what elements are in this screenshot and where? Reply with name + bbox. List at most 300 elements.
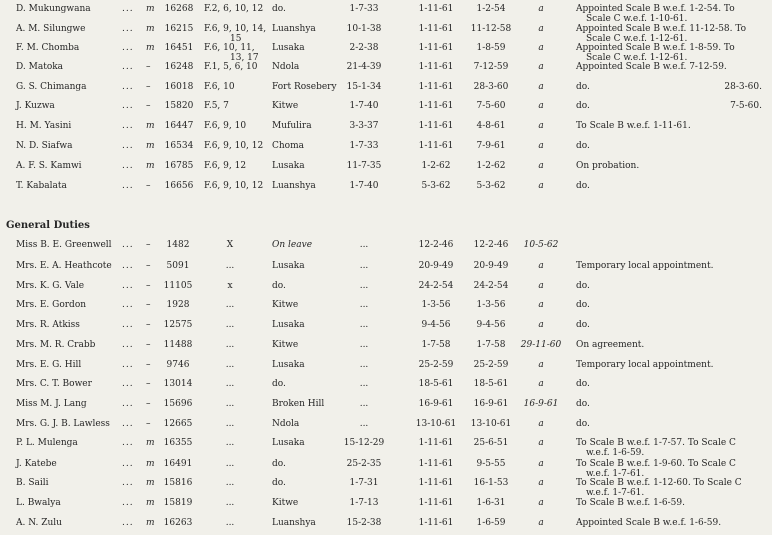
confirmation: a	[538, 300, 544, 310]
remarks	[576, 62, 768, 73]
sex-marker: –	[146, 379, 151, 389]
grade: ...	[225, 360, 235, 370]
sex-marker: m	[146, 478, 155, 488]
leader-dots: ...	[122, 141, 134, 151]
remarks	[576, 360, 768, 371]
remarks-line-1: To Scale B w.e.f. 1-7-57. To Scale C	[576, 438, 736, 448]
grade: ...	[225, 399, 235, 409]
service-number: 16215	[164, 24, 194, 34]
remarks	[576, 161, 768, 172]
grade: ...	[225, 419, 235, 429]
confirmation: a	[538, 438, 544, 448]
grade	[204, 43, 259, 63]
leader-dots: ...	[122, 161, 134, 171]
service-number: 11488	[163, 340, 193, 350]
remarks-line-1: do.	[576, 300, 590, 310]
leader-dots: ...	[122, 261, 134, 271]
date-born: ...	[359, 320, 369, 330]
remarks	[576, 43, 768, 63]
station: Broken Hill	[272, 399, 325, 409]
date-born: 15-1-34	[346, 82, 382, 92]
table-row	[0, 141, 772, 154]
sex-marker: m	[146, 438, 155, 448]
date-born: ...	[359, 340, 369, 350]
date-present-post: 4-8-61	[476, 121, 506, 131]
remarks-line-1: Temporary local appointment.	[576, 360, 714, 370]
date-appointed: 1-11-61	[418, 121, 454, 131]
date-present-post: 18-5-61	[473, 379, 509, 389]
officer-name: J. Kuzwa	[16, 101, 55, 111]
date-born: ...	[359, 300, 369, 310]
grade: ...	[225, 379, 235, 389]
date-present-post: 28-3-60	[473, 82, 509, 92]
confirmation: a	[538, 4, 544, 14]
officer-name: T. Kabalata	[16, 181, 67, 191]
grade-line-1: F.6, 10	[204, 82, 235, 92]
remarks	[576, 498, 768, 509]
officer-name: D. Mukungwana	[16, 4, 91, 14]
confirmation: a	[538, 62, 544, 72]
table-row	[0, 24, 772, 44]
date-born: 3-3-37	[349, 121, 379, 131]
leader-dots: ...	[122, 399, 134, 409]
leader-dots: ...	[122, 360, 134, 370]
officer-name: Mrs. M. R. Crabb	[16, 340, 96, 350]
grade: X	[226, 240, 234, 250]
date-present-post: 7-5-60	[476, 101, 506, 111]
grade: ...	[225, 459, 235, 469]
date-present-post: 7-12-59	[473, 62, 509, 72]
remarks-line-1: To Scale B w.e.f. 1-11-61.	[576, 121, 691, 131]
station: Lusaka	[272, 261, 305, 271]
date-appointed: 1-11-61	[418, 478, 454, 488]
confirmation: a	[538, 478, 544, 488]
date-present-post: 1-2-62	[476, 161, 506, 171]
remarks	[576, 101, 768, 112]
leader-dots: ...	[122, 459, 134, 469]
table-row	[0, 340, 772, 353]
remarks-line-1: do.	[576, 141, 590, 151]
station: do.	[272, 459, 286, 469]
grade: ...	[225, 261, 235, 271]
date-present-post: 1-7-58	[476, 340, 506, 350]
date-appointed: 1-11-61	[418, 518, 454, 528]
station: Lusaka	[272, 320, 305, 330]
remarks-line-1: do.	[576, 419, 590, 429]
date-appointed: 1-11-61	[418, 101, 454, 111]
date-appointed: 16-9-61	[418, 399, 454, 409]
remarks-line-1: do.	[576, 320, 590, 330]
service-number: 15816	[163, 478, 193, 488]
grade	[204, 181, 263, 192]
remarks-line-1: Temporary local appointment.	[576, 261, 714, 271]
remarks-line-2: w.e.f. 1-7-61.	[586, 469, 645, 479]
date-present-post: 5-3-62	[476, 181, 506, 191]
sex-marker: –	[146, 300, 151, 310]
sex-marker: m	[146, 24, 155, 34]
confirmation: a	[538, 459, 544, 469]
sex-marker: m	[146, 459, 155, 469]
remarks	[576, 121, 768, 132]
table-row	[0, 261, 772, 274]
confirmation: a	[538, 141, 544, 151]
sex-marker: –	[146, 240, 151, 250]
service-number: 12575	[163, 320, 193, 330]
sex-marker: –	[146, 281, 151, 291]
remarks	[576, 281, 768, 292]
date-born: ...	[359, 240, 369, 250]
sex-marker: –	[146, 181, 151, 191]
date-present-post: 20-9-49	[473, 261, 509, 271]
date-born: 15-2-38	[346, 518, 382, 528]
station: Luanshya	[272, 518, 316, 528]
table-row	[0, 379, 772, 392]
table-row	[0, 360, 772, 373]
sex-marker: –	[146, 82, 151, 92]
station: Choma	[272, 141, 305, 151]
date-appointed: 1-11-61	[418, 498, 454, 508]
table-row	[0, 478, 772, 498]
table-row	[0, 82, 772, 95]
remarks	[576, 24, 768, 44]
remarks	[576, 399, 768, 410]
leader-dots: ...	[122, 518, 134, 528]
remarks-line-1: do.	[576, 82, 590, 92]
date-appointed: 1-3-56	[421, 300, 451, 310]
leader-dots: ...	[122, 340, 134, 350]
station: Lusaka	[272, 438, 305, 448]
service-number: 16268	[164, 4, 194, 14]
date-appointed: 9-4-56	[421, 320, 451, 330]
service-number: 15696	[163, 399, 193, 409]
table-row	[0, 438, 772, 458]
remarks	[576, 518, 768, 529]
date-born: ...	[359, 281, 369, 291]
officer-name: A. M. Silungwe	[16, 24, 86, 34]
station: Kitwe	[272, 340, 299, 350]
date-appointed: 1-2-62	[421, 161, 451, 171]
service-number: 16785	[164, 161, 194, 171]
sex-marker: –	[146, 399, 151, 409]
leader-dots: ...	[122, 121, 134, 131]
station: Luanshya	[272, 24, 316, 34]
leader-dots: ...	[122, 498, 134, 508]
station: do.	[272, 4, 286, 14]
date-born: 1-7-40	[349, 101, 379, 111]
table-row	[0, 399, 772, 412]
station: Mufulira	[272, 121, 312, 131]
leader-dots: ...	[122, 419, 134, 429]
grade-line-2: 15	[230, 34, 242, 44]
leader-dots: ...	[122, 62, 134, 72]
remarks	[576, 181, 768, 192]
officer-name: Mrs. E. A. Heathcote	[16, 261, 112, 271]
table-row	[0, 498, 772, 511]
remarks-line-1: Appointed Scale B w.e.f. 1-6-59.	[576, 518, 722, 528]
grade-line-2: 13, 17	[230, 53, 259, 63]
leader-dots: ...	[122, 300, 134, 310]
confirmation: a	[538, 24, 544, 34]
officer-name: Miss B. E. Greenwell	[16, 240, 112, 250]
date-born: 15-12-29	[343, 438, 385, 448]
officer-name: F. M. Chomba	[16, 43, 80, 53]
remarks	[576, 379, 768, 390]
grade-line-1: F.6, 9, 10, 12	[204, 181, 264, 191]
service-number: 16263	[163, 518, 193, 528]
grade-line-1: F.1, 5, 6, 10	[204, 62, 258, 72]
date-present-post: 9-4-56	[476, 320, 506, 330]
date-born: 21-4-39	[346, 62, 382, 72]
grade-line-1: F.6, 9, 10, 14,	[204, 24, 267, 34]
remarks	[576, 300, 768, 311]
remarks-line-2: Scale C w.e.f. 1-12-61.	[586, 53, 688, 63]
officer-name: Mrs. K. G. Vale	[16, 281, 85, 291]
date-present-post: 16-9-61	[473, 399, 509, 409]
service-number: 16491	[163, 459, 193, 469]
service-number: 16018	[164, 82, 194, 92]
date-born: 25-2-35	[346, 459, 382, 469]
date-appointed: 1-11-61	[418, 24, 454, 34]
remarks	[576, 4, 768, 24]
officer-name: Miss M. J. Lang	[16, 399, 87, 409]
leader-dots: ...	[122, 379, 134, 389]
grade-line-1: F.2, 6, 10, 12	[204, 4, 264, 14]
date-born: ...	[359, 399, 369, 409]
date-present-post: 13-10-61	[470, 419, 512, 429]
date-born: 1-7-40	[349, 181, 379, 191]
confirmation: a	[538, 261, 544, 271]
station: Kitwe	[272, 300, 299, 310]
date-present-post: 7-9-61	[476, 141, 506, 151]
remarks-line-2: w.e.f. 1-7-61.	[586, 488, 645, 498]
leader-dots: ...	[122, 181, 134, 191]
date-appointed: 1-11-61	[418, 82, 454, 92]
officer-name: A. F. S. Kamwi	[16, 161, 82, 171]
remarks-line-1: Appointed Scale B w.e.f. 1-8-59. To	[576, 43, 735, 53]
grade: ...	[225, 438, 235, 448]
date-born: 10-1-38	[346, 24, 382, 34]
table-row	[0, 4, 772, 24]
date-appointed: 1-11-61	[418, 4, 454, 14]
officer-name: G. S. Chimanga	[16, 82, 87, 92]
remarks-line-2: Scale C w.e.f. 1-12-61.	[586, 34, 688, 44]
date-appointed: 13-10-61	[415, 419, 457, 429]
remarks	[576, 141, 768, 152]
table-row	[0, 181, 772, 194]
confirmation: a	[538, 101, 544, 111]
sex-marker: m	[146, 121, 155, 131]
table-row	[0, 518, 772, 531]
grade: ...	[225, 300, 235, 310]
date-born: 1-7-31	[349, 478, 379, 488]
confirmation: 16-9-61	[523, 399, 559, 409]
station: do.	[272, 281, 286, 291]
remarks-line-2: w.e.f. 1-6-59.	[586, 448, 645, 458]
service-number: 12665	[163, 419, 193, 429]
grade	[204, 101, 229, 112]
service-number: 16248	[164, 62, 194, 72]
service-number: 16656	[164, 181, 194, 191]
sex-marker: –	[146, 320, 151, 330]
table-row	[0, 62, 772, 75]
date-born: 2-2-38	[349, 43, 379, 53]
leader-dots: ...	[122, 101, 134, 111]
grade	[204, 24, 266, 44]
sex-marker: m	[146, 518, 155, 528]
grade	[204, 161, 246, 172]
date-appointed: 25-2-59	[418, 360, 454, 370]
section-heading: General Duties	[6, 220, 90, 231]
date-present-post: 11-12-58	[470, 24, 512, 34]
date-appointed: 1-7-58	[421, 340, 451, 350]
leader-dots: ...	[122, 43, 134, 53]
leader-dots: ...	[122, 4, 134, 14]
confirmation: a	[538, 360, 544, 370]
sex-marker: m	[146, 161, 155, 171]
officer-name: L. Bwalya	[16, 498, 61, 508]
service-number: 9746	[166, 360, 190, 370]
table-row	[0, 320, 772, 333]
remarks-line-1: do.	[576, 281, 590, 291]
confirmation: a	[538, 161, 544, 171]
date-present-post: 12-2-46	[473, 240, 509, 250]
grade: ...	[225, 498, 235, 508]
station: Ndola	[272, 419, 300, 429]
grade: x	[227, 281, 233, 291]
service-number: 11105	[163, 281, 193, 291]
remarks	[576, 340, 768, 351]
confirmation: a	[538, 121, 544, 131]
leader-dots: ...	[122, 240, 134, 250]
table-row	[0, 43, 772, 63]
officer-name: A. N. Zulu	[16, 518, 62, 528]
date-present-post: 25-2-59	[473, 360, 509, 370]
officer-name: H. M. Yasini	[16, 121, 72, 131]
date-appointed: 24-2-54	[418, 281, 454, 291]
remarks-line-1: do.	[576, 181, 590, 191]
remarks-line-1: On probation.	[576, 161, 640, 171]
confirmation: a	[538, 320, 544, 330]
grade	[204, 82, 235, 93]
officer-name: Mrs. R. Atkiss	[16, 320, 80, 330]
officer-name: D. Matoka	[16, 62, 64, 72]
service-number: 16447	[164, 121, 194, 131]
remarks-line-1: To Scale B w.e.f. 1-9-60. To Scale C	[576, 459, 736, 469]
table-row	[0, 300, 772, 313]
date-present-post: 1-3-56	[476, 300, 506, 310]
officer-name: N. D. Siafwa	[16, 141, 73, 151]
grade: ...	[225, 478, 235, 488]
sex-marker: m	[146, 4, 155, 14]
date-born: 1-7-33	[349, 4, 379, 14]
remarks-line-2: Scale C w.e.f. 1-10-61.	[586, 14, 688, 24]
grade-line-1: F.6, 9, 12	[204, 161, 247, 171]
leader-dots: ...	[122, 24, 134, 34]
confirmation: a	[538, 518, 544, 528]
sex-marker: m	[146, 498, 155, 508]
confirmation: a	[538, 498, 544, 508]
remarks-line-1: do.	[576, 379, 590, 389]
service-number: 15819	[163, 498, 193, 508]
date-present-post: 1-6-59	[476, 518, 506, 528]
date-appointed: 5-3-62	[421, 181, 451, 191]
date-born: ...	[359, 360, 369, 370]
date-appointed: 1-11-61	[418, 141, 454, 151]
sex-marker: –	[146, 62, 151, 72]
remarks	[576, 261, 768, 272]
date-present-post: 24-2-54	[473, 281, 509, 291]
date-born: ...	[359, 379, 369, 389]
confirmation: a	[538, 82, 544, 92]
confirmation: a	[538, 379, 544, 389]
remarks	[576, 478, 768, 498]
grade-line-1: F.5, 7	[204, 101, 229, 111]
sex-marker: m	[146, 141, 155, 151]
confirmation: a	[538, 281, 544, 291]
remarks-line-1: To Scale B w.e.f. 1-6-59.	[576, 498, 685, 508]
service-number: 1928	[166, 300, 190, 310]
date-born: ...	[359, 419, 369, 429]
leader-dots: ...	[122, 438, 134, 448]
leader-dots: ...	[122, 478, 134, 488]
officer-name: B. Saili	[16, 478, 49, 488]
date-present-post: 1-2-54	[476, 4, 506, 14]
table-row	[0, 121, 772, 134]
remarks	[576, 438, 768, 458]
remarks	[576, 320, 768, 331]
sex-marker: –	[146, 261, 151, 271]
station: On leave	[272, 240, 313, 250]
sex-marker: –	[146, 419, 151, 429]
officer-name: P. L. Mulenga	[16, 438, 78, 448]
date-present-post: 25-6-51	[473, 438, 509, 448]
grade	[204, 121, 246, 132]
service-number: 16534	[164, 141, 194, 151]
sex-marker: –	[146, 360, 151, 370]
station: do.	[272, 379, 286, 389]
station: Kitwe	[272, 498, 299, 508]
station: Fort Rosebery	[272, 82, 337, 92]
date-present-post: 1-8-59	[476, 43, 506, 53]
grade-line-1: F.6, 10, 11,	[204, 43, 255, 53]
date-born: 1-7-13	[349, 498, 379, 508]
table-row	[0, 161, 772, 174]
grade	[204, 4, 263, 15]
table-row	[0, 240, 772, 253]
grade	[204, 62, 258, 73]
confirmation: a	[538, 181, 544, 191]
service-number: 1482	[166, 240, 190, 250]
remarks	[576, 419, 768, 430]
leader-dots: ...	[122, 82, 134, 92]
station: Lusaka	[272, 360, 305, 370]
date-born: ...	[359, 261, 369, 271]
sex-marker: –	[146, 340, 151, 350]
leader-dots: ...	[122, 320, 134, 330]
date-appointed: 1-11-61	[418, 43, 454, 53]
service-number: 15820	[164, 101, 194, 111]
remarks	[576, 459, 768, 479]
leader-dots: ...	[122, 281, 134, 291]
date-present-post: 16-1-53	[473, 478, 509, 488]
service-number: 5091	[166, 261, 190, 271]
officer-name: Mrs. C. T. Bower	[16, 379, 92, 389]
station: Lusaka	[272, 161, 305, 171]
date-appointed: 1-11-61	[418, 62, 454, 72]
remarks-line-1: On agreement.	[576, 340, 645, 350]
date-appointed: 20-9-49	[418, 261, 454, 271]
service-number: 16355	[163, 438, 193, 448]
